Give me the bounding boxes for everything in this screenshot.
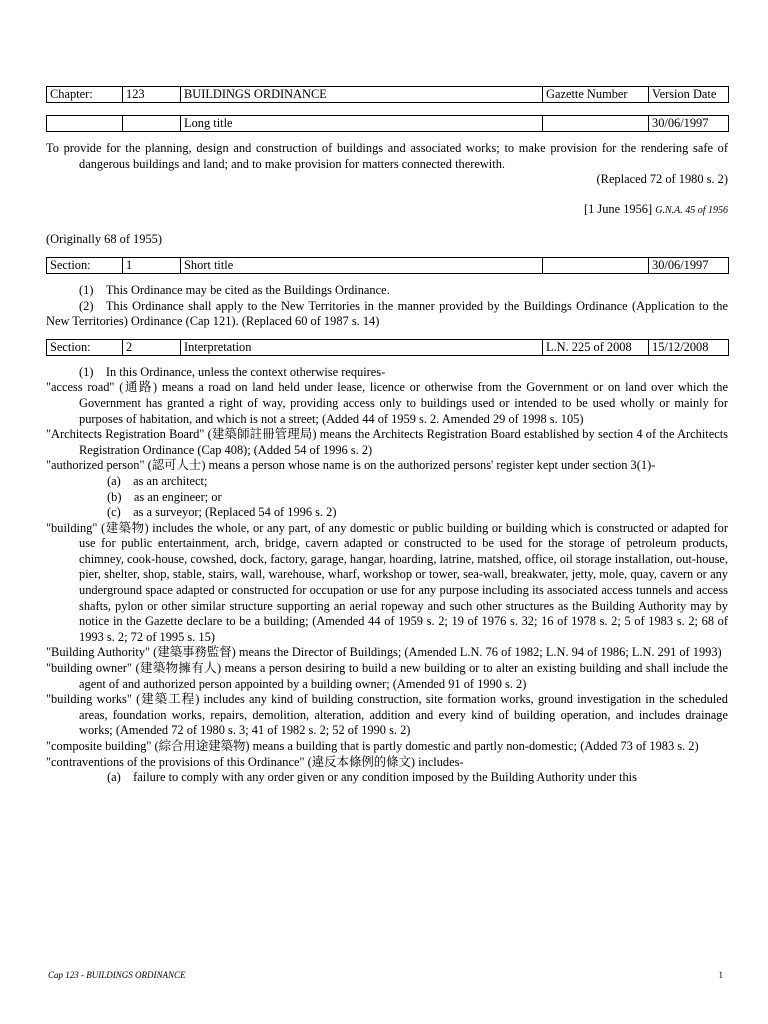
section-gazette: L.N. 225 of 2008: [543, 339, 649, 355]
section-date: 30/06/1997: [649, 257, 729, 273]
authorized-person-list: [46, 474, 728, 521]
section-1-subsection-1: (1) This Ordinance may be cited as the Buildings Ordinance.: [79, 282, 390, 297]
def-contraventions: "contraventions of the provisions of this Ordinance" (違反本條例的條文) includes-: [46, 754, 464, 769]
replaced-note: (Replaced 72 of 1980 s. 2): [596, 172, 728, 187]
cell-empty: [123, 116, 181, 132]
def-building-works: "building works" (建築工程) includes any kind of building construction, site formation works, ground investigation in the scheduled areas, foundation works, repairs, demolition, alteration, addition and every kind of building operation, and includes drainage works; (Amended 72 of 1980 s. 3; 41 of 1982 s. 2; 52 of 1990 s. 2): [46, 692, 728, 738]
page-number: 1: [718, 970, 723, 980]
list-item: (a) as an architect;: [107, 473, 208, 488]
section-number: 1: [123, 257, 181, 273]
long-title-table: [46, 115, 729, 132]
def-access-road: "access road" (通路) means a road on land held under lease, licence or otherwise from the Government or on land over which the Government has granted a right of way, providing access only to buildings used or intended to be used wholly or mainly for purposes of habitation, and which is not a street; (Added 44 of 1959 s. 2. Amended 29 of 1998 s. 105): [46, 380, 728, 426]
long-title-text: [46, 141, 728, 172]
footer-title: Cap 123 - BUILDINGS ORDINANCE: [48, 970, 186, 980]
chapter-title: BUILDINGS ORDINANCE: [181, 87, 543, 103]
section-title: Interpretation: [181, 339, 543, 355]
commencement-date: [1 June 1956]: [583, 201, 653, 216]
section-date: 15/12/2008: [649, 339, 729, 355]
cell-empty: [543, 257, 649, 273]
gazette-number-header: Gazette Number: [543, 87, 649, 103]
def-building-owner: "building owner" (建築物擁有人) means a person desiring to build a new building or to alter an existing building and shall include the agent of and authorized person appointed by a building owner; (Amended 91 of 1990 s. 2): [46, 661, 728, 691]
page-footer: [48, 968, 723, 984]
list-item: (a) failure to comply with any order given or any condition imposed by the Building Authority under this: [107, 770, 637, 785]
commencement: [46, 202, 728, 219]
contraventions-list: [46, 770, 728, 786]
section-number: 2: [123, 339, 181, 355]
cell-empty: [47, 116, 123, 132]
long-title-heading: Long title: [181, 116, 543, 132]
section-label: Section:: [47, 257, 123, 273]
section-title: Short title: [181, 257, 543, 273]
cell-empty: [543, 116, 649, 132]
def-architects-registration-board: "Architects Registration Board" (建築師註冊管理局) means the Architects Registration Board established by section 4 of the Architects Registration Ordinance (Cap 408); (Added 54 of 1996 s. 2): [46, 427, 728, 457]
chapter-number: 123: [123, 87, 181, 103]
long-title-body: To provide for the planning, design and construction of buildings and associated works; to make provision for the rendering safe of dangerous buildings and land; and to make provision for matters connected therewith.: [46, 141, 728, 171]
list-item: (c) as a surveyor; (Replaced 54 of 1996 s. 2): [107, 505, 337, 520]
chapter-header-table: [46, 86, 729, 103]
def-composite-building: "composite building" (綜合用途建築物) means a building that is partly domestic and partly non-domestic; (Added 73 of 1983 s. 2): [46, 739, 699, 753]
version-date-header: Version Date: [649, 87, 729, 103]
chapter-label: Chapter:: [47, 87, 123, 103]
section-label: Section:: [47, 339, 123, 355]
def-authorized-person: "authorized person" (認可人士) means a person whose name is on the authorized persons' register kept under section 3(1)-: [46, 458, 656, 473]
list-item: (b) as an engineer; or: [107, 489, 222, 504]
section-2-subsection-1: (1) In this Ordinance, unless the context otherwise requires-: [79, 364, 386, 379]
document-page: [46, 86, 728, 786]
long-title-date: 30/06/1997: [649, 116, 729, 132]
def-building: "building" (建築物) includes the whole, or any part, of any domestic or public building or building which is constructed or adapted for use for public entertainment, arch, bridge, cavern adapted or constructed to be used for the storage of petroleum products, chimney, cook-house, cowshed, dock, factory, garage, hangar, hoarding, latrine, matshed, office, oil storage installation, out-house, pier, shelter, shop, stable, stairs, wall, warehouse, wharf, workshop or tower, sea-wall, breakwater, jetty, mole, quay, cavern or any underground space adapted or constructed for occupation or use for any purpose including its associated access tunnels and access shafts, pylon or other similar structure supporting an aerial ropeway and such other structures as the Building Authority may by notice in the Gazette declare to be a building; (Amended 44 of 1959 s. 2; 19 of 1976 s. 32; 16 of 1978 s. 2; 5 of 1983 s. 2; 68 of 1993 s. 2; 72 of 1995 s. 15): [46, 520, 729, 644]
gna-ref: G.N.A. 45 of 1956: [655, 204, 728, 216]
section-1-subsection-2: (2) This Ordinance shall apply to the New Territories in the manner provided by the Buildings Ordinance (Application to the New Territories) Ordinance (Cap 121). (Replaced 60 of 1987 s. 14): [46, 298, 728, 329]
def-building-authority: "Building Authority" (建築事務監督) means the Director of Buildings; (Amended L.N. 76 of 1982; L.N. 94 of 1986; L.N. 291 of 1993): [46, 645, 722, 660]
section-1-table: [46, 257, 729, 274]
section-2-table: [46, 339, 729, 356]
originally-note: (Originally 68 of 1955): [46, 232, 162, 247]
